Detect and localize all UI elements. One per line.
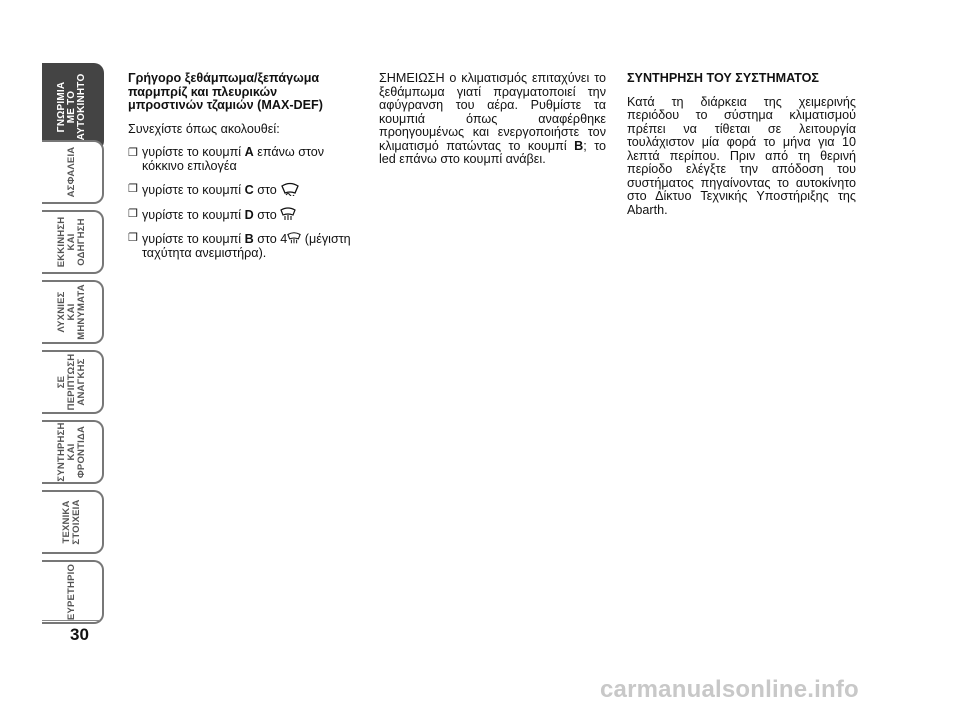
windscreen-airflow-icon xyxy=(280,182,300,196)
item-text: στο xyxy=(253,207,281,222)
tab-label: ΑΣΦΑΛΕΙΑ xyxy=(66,146,77,198)
tab-getting-to-know-car[interactable] xyxy=(42,63,104,151)
tab-starting-driving[interactable] xyxy=(42,210,104,274)
tab-warning-lights[interactable] xyxy=(42,280,104,344)
column-1 xyxy=(128,72,354,269)
checkbox-bullet-icon: ❐ xyxy=(128,147,138,159)
button-letter: B xyxy=(574,138,584,153)
list-item xyxy=(128,207,354,223)
list-item xyxy=(128,182,354,198)
item-text: γυρίστε το κουμπί xyxy=(142,232,245,246)
intro-text: Συνεχίστε όπως ακολουθεί: xyxy=(128,121,280,136)
tab-maintenance[interactable] xyxy=(42,420,104,484)
tab-safety[interactable] xyxy=(42,140,104,204)
button-letter: B xyxy=(244,232,254,246)
tab-emergency[interactable] xyxy=(42,350,104,414)
list-item xyxy=(128,146,354,173)
note-text: ; το led επάνω στο κουμπί ανάβει. xyxy=(379,138,606,166)
item-text: στο 4 xyxy=(253,232,288,246)
button-letter: A xyxy=(244,145,254,159)
tab-label: ΕΚΚΙΝΗΣΗ ΚΑΙ ΟΔΗΓΗΣΗ xyxy=(56,216,87,268)
checkbox-bullet-icon: ❐ xyxy=(128,207,138,220)
item-text: επάνω στον κόκκινο επιλογέα xyxy=(142,145,325,173)
column-2 xyxy=(379,72,606,177)
watermark: carmanualsonline.info xyxy=(600,676,859,703)
checkbox-bullet-icon: ❐ xyxy=(128,232,138,244)
button-letter: C xyxy=(244,183,254,197)
note-text: ΣΗΜΕΙΩΣΗ ο κλιματισμός επιταχύνει το ξεθάμπωμα γιατί πραγματοποιεί την αφύγρανση του αέρα. Ρυθμίστε τα κουμπιά όπως αναφέρθηκε προηγουμένως και ενεργοποιήστε τον κλιματισμό πατώντας το κουμπί xyxy=(379,71,606,153)
body-paragraph: Κατά τη διάρκεια της χειμερινής περιόδου το σύστημα κλιματισμού πρέπει να τίθεται σε λειτουργία τουλάχιστον μία φορά το μήνα για 10 λεπτά περίπου. Πριν από τη θερινή περίοδο ελέγξτε την απόδοση του συστήματος πηγαίνοντας το αυτοκίνητο στο Δίκτυο Τεχνικής Υποστήριξης της Abarth. xyxy=(627,94,856,217)
item-text: (μέγιστη ταχύτητα ανεμιστήρα). xyxy=(142,232,351,260)
tab-label: ΣΥΝΤΗΡΗΣΗ ΚΑΙ ΦΡΟΝΤΙΔΑ xyxy=(56,422,87,482)
item-text: γυρίστε το κουμπί xyxy=(142,207,245,222)
tab-technical-data[interactable] xyxy=(42,490,104,554)
tab-label: ΤΕΧΝΙΚΑ ΣΤΟΙΧΕΙΑ xyxy=(61,499,82,545)
tab-index[interactable] xyxy=(42,560,104,624)
button-letter: D xyxy=(244,207,254,222)
item-text: στο xyxy=(253,183,281,197)
tab-label: ΓΝΩΡΙΜΙΑ ΜΕ ΤΟ ΑΥΤΟΚΙΝΗΤΟ xyxy=(56,73,87,141)
item-text: γυρίστε το κουμπί xyxy=(142,145,245,159)
section-heading: ΣΥΝΤΗΡΗΣΗ ΤΟΥ ΣΥΣΤΗΜΑΤΟΣ xyxy=(627,71,819,85)
defrost-icon xyxy=(287,231,301,245)
note-paragraph xyxy=(379,72,606,167)
tab-label: ΣΕ ΠΕΡΙΠΤΩΣΗ ΑΝΑΓΚΗΣ xyxy=(56,353,87,411)
tab-label: ΛΥΧΝΙΕΣ ΚΑΙ ΜΗΝΥΜΑΤΑ xyxy=(56,284,87,340)
tab-label: ΕΥΡΕΤΗΡΙΟ xyxy=(66,563,77,621)
column-3 xyxy=(627,72,856,227)
checkbox-bullet-icon: ❐ xyxy=(128,183,138,195)
divider xyxy=(42,620,100,621)
page-number: 30 xyxy=(70,625,89,644)
section-heading: Γρήγορο ξεθάμπωμα/ξεπάγωμα παρμπρίζ και πλευρικών μπροστινών τζαμιών (MAX-DEF) xyxy=(128,71,323,112)
defrost-icon xyxy=(280,207,296,221)
item-text: γυρίστε το κουμπί xyxy=(142,183,245,197)
list-item xyxy=(128,231,354,260)
